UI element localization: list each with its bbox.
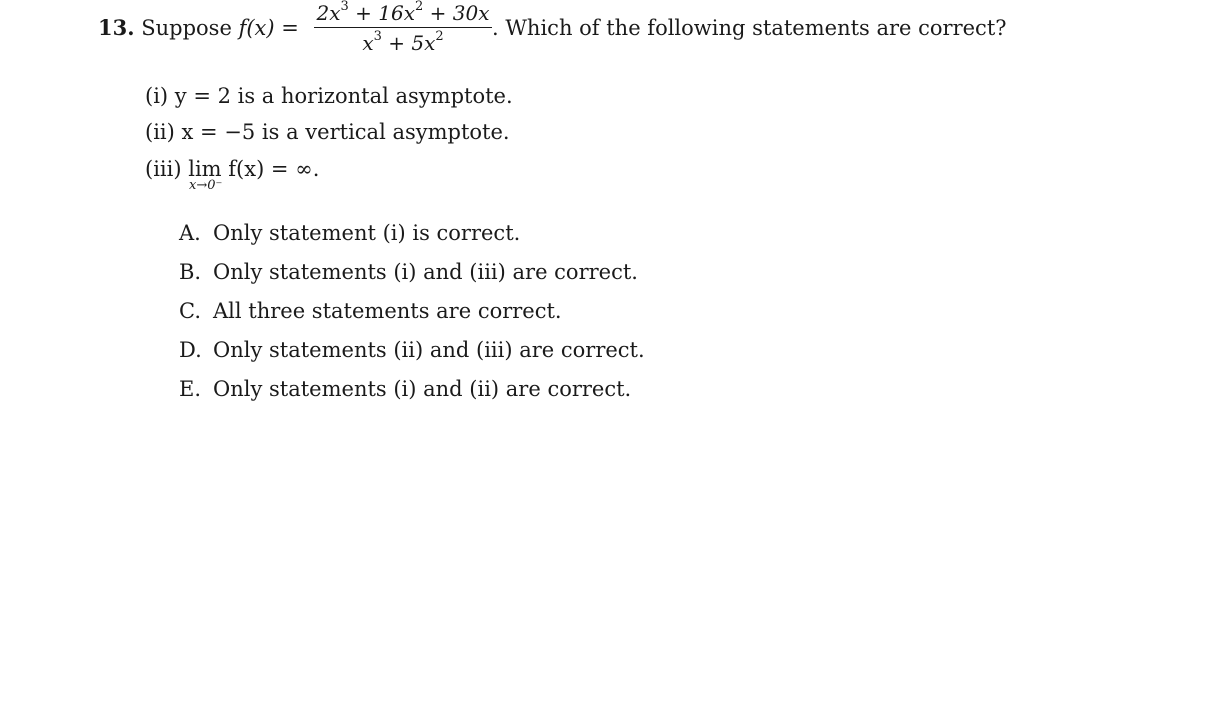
choice-letter: B.: [179, 260, 202, 284]
choice-letter: E.: [179, 377, 202, 401]
statement-iii: [145, 156, 319, 182]
choice-e[interactable]: [179, 376, 631, 402]
choice-letter: C.: [179, 299, 201, 323]
choice-text: Only statements (ii) and (iii) are correct.: [213, 338, 645, 362]
question-prompt: . Which of the following statements are correct?: [492, 16, 1007, 40]
function-lhs: f(x) =: [238, 16, 299, 40]
choice-text: All three statements are correct.: [213, 299, 562, 323]
choice-d[interactable]: [179, 337, 645, 363]
question-intro: Suppose: [141, 16, 232, 40]
choice-b[interactable]: [179, 259, 638, 285]
statement-text: lim f(x) = ∞.: [188, 157, 320, 181]
choice-letter: A.: [179, 221, 201, 245]
choice-text: Only statement (i) is correct.: [213, 221, 521, 245]
statement-i: [145, 83, 513, 109]
question-number: 13.: [98, 15, 135, 40]
statement-label: (ii): [145, 120, 175, 144]
statement-ii: [145, 119, 510, 145]
choice-a[interactable]: [179, 220, 520, 246]
function-fraction: [314, 0, 492, 60]
limit-subscript: x→0⁻: [189, 178, 223, 193]
statement-text: x = −5 is a vertical asymptote.: [181, 120, 510, 144]
choice-c[interactable]: [179, 298, 562, 324]
statement-text: y = 2 is a horizontal asymptote.: [174, 84, 513, 108]
fraction-bar: [314, 27, 492, 28]
fraction-denominator: $x^3 + 5x^2$: [362, 29, 444, 55]
statement-label: (i): [145, 84, 169, 108]
statement-label: (iii): [145, 157, 182, 181]
fraction-numerator: $2x^3 + 16x^2 + 30x$: [316, 0, 490, 25]
choice-text: Only statements (i) and (ii) are correct.: [213, 377, 632, 401]
choice-text: Only statements (i) and (iii) are correct.: [213, 260, 638, 284]
question-header: [98, 15, 299, 41]
choice-letter: D.: [179, 338, 202, 362]
